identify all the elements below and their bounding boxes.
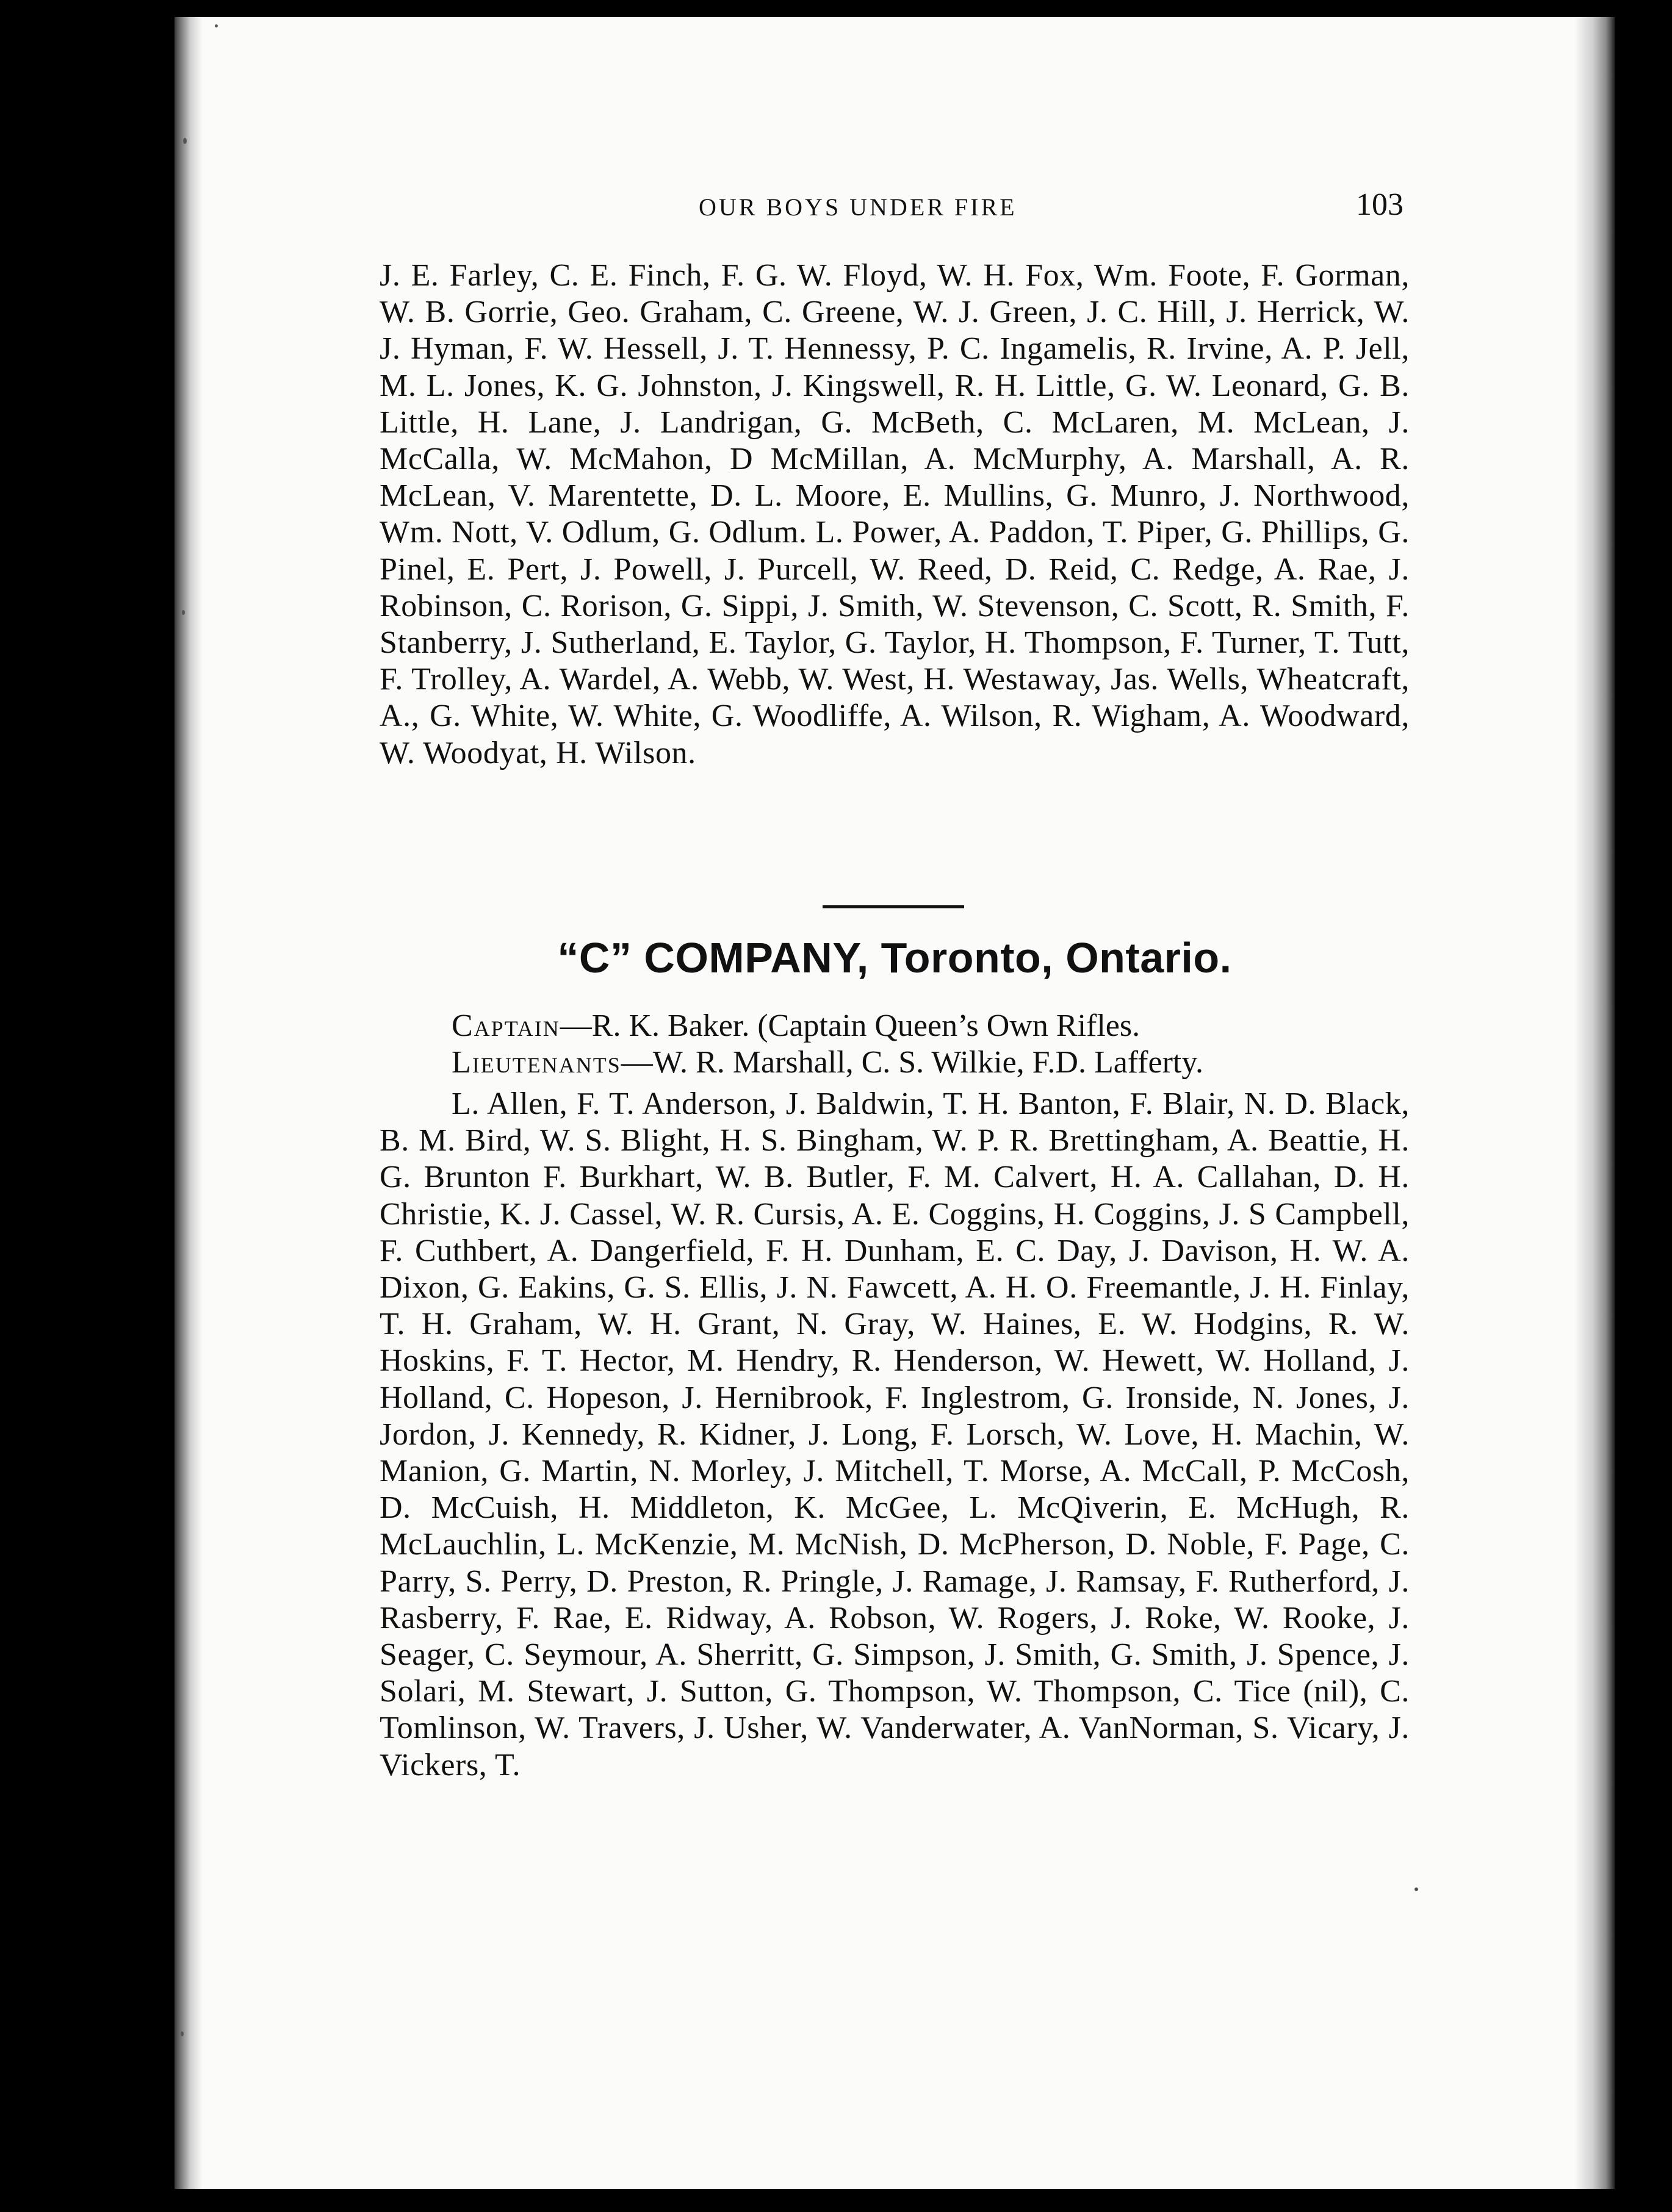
scan-speck — [181, 2031, 184, 2036]
lieutenants-text: —W. R. Marshall, C. S. Wilkie, F.D. Lafferty. — [621, 1045, 1203, 1080]
lieutenants-label: Lieutenants — [452, 1045, 621, 1080]
page-number: 103 — [1356, 187, 1404, 222]
section-divider — [823, 905, 964, 908]
running-header — [378, 182, 1404, 231]
scan-speck — [182, 610, 185, 615]
scan-speck — [215, 24, 218, 27]
running-title: OUR BOYS UNDER FIRE — [699, 193, 1017, 221]
captain-text: —R. K. Baker. (Captain Queen’s Own Rifles. — [560, 1008, 1140, 1043]
scan-speck — [183, 138, 187, 144]
lieutenants-line — [452, 1044, 1203, 1080]
company-heading: “C” COMPANY, Toronto, Ontario. — [557, 934, 1232, 982]
captain-line — [452, 1008, 1140, 1044]
company-roster-paragraph: L. Allen, F. T. Anderson, J. Baldwin, T. H. Banton, F. Blair, N. D. Black, B. M. Bird, W. S. Blight, H. S. Bingham, W. P. R. Brettingham, A. Beattie, H. G. Brunton F. Burkhart, W. B. Butler, F. M. Calvert, H. A. Callahan, D. H. Christie, K. J. Cassel, W. R. Cursis, A. E. Coggins, H. Coggins, J. S Campbell, F. Cuthbert, A. Dangerfield, F. H. Dunham, E. C. Day, J. Davison, H. W. A. Dixon, G. Eakins, G. S. Ellis, J. N. Fawcett, A. H. O. Freemantle, J. H. Finlay, T. H. Graham, W. H. Grant, N. Gray, W. Haines, E. W. Hodgins, R. W. Hoskins, F. T. Hector, M. Hendry, R. Henderson, W. Hewett, W. Holland, J. Holland, C. Hopeson, J. Hernibrook, F. Inglestrom, G. Ironside, N. Jones, J. Jordon, J. Kennedy, R. Kidner, J. Long, F. Lorsch, W. Love, H. Machin, W. Manion, G. Martin, N. Morley, J. Mitchell, T. Morse, A. McCall, P. McCosh, D. McCuish, H. Middleton, K. McGee, L. McQiverin, E. McHugh, R. McLauchlin, L. McKenzie, M. McNish, D. McPherson, D. Noble, F. Page, C. Parry, S. Perry, D. Preston, R. Pringle, J. Ramage, J. Ramsay, F. Rutherford, J. Rasberry, F. Rae, E. Ridway, A. Robson, W. Rogers, J. Roke, W. Rooke, J. Seager, C. Seymour, A. Sherritt, G. Simpson, J. Smith, G. Smith, J. Spence, J. Solari, M. Stewart, J. Sutton, G. Thompson, W. Thompson, C. Tice (nil), C. Tomlinson, W. Travers, J. Usher, W. Vanderwater, A. VanNorman, S. Vicary, J. Vickers, T. — [380, 1086, 1410, 1783]
roster-continued-paragraph: J. E. Farley, C. E. Finch, F. G. W. Floyd, W. H. Fox, Wm. Foote, F. Gorman, W. B. Gorrie, Geo. Graham, C. Greene, W. J. Green, J. C. Hill, J. Herrick, W. J. Hyman, F. W. Hessell, J. T. Hennessy, P. C. Ingamelis, R. Irvine, A. P. Jell, M. L. Jones, K. G. Johnston, J. Kingswell, R. H. Little, G. W. Leonard, G. B. Little, H. Lane, J. Landrigan, G. McBeth, C. McLaren, M. McLean, J. McCalla, W. McMahon, D McMillan, A. McMurphy, A. Marshall, A. R. McLean, V. Marentette, D. L. Moore, E. Mullins, G. Munro, J. Northwood, Wm. Nott, V. Odlum, G. Odlum. L. Power, A. Paddon, T. Piper, G. Phillips, G. Pinel, E. Pert, J. Powell, J. Purcell, W. Reed, D. Reid, C. Redge, A. Rae, J. Robinson, C. Rorison, G. Sippi, J. Smith, W. Stevenson, C. Scott, R. Smith, F. Stanberry, J. Sutherland, E. Taylor, G. Taylor, H. Thompson, F. Turner, T. Tutt, F. Trolley, A. Wardel, A. Webb, W. West, H. Westaway, Jas. Wells, Wheatcraft, A., G. White, W. White, G. Woodliffe, A. Wilson, R. Wigham, A. Woodward, W. Woodyat, H. Wilson. — [380, 258, 1410, 770]
binding-gutter — [175, 17, 203, 2189]
page-edge-shadow — [1574, 17, 1615, 2189]
captain-label: Captain — [452, 1008, 560, 1043]
scan-speck — [1414, 1887, 1418, 1891]
